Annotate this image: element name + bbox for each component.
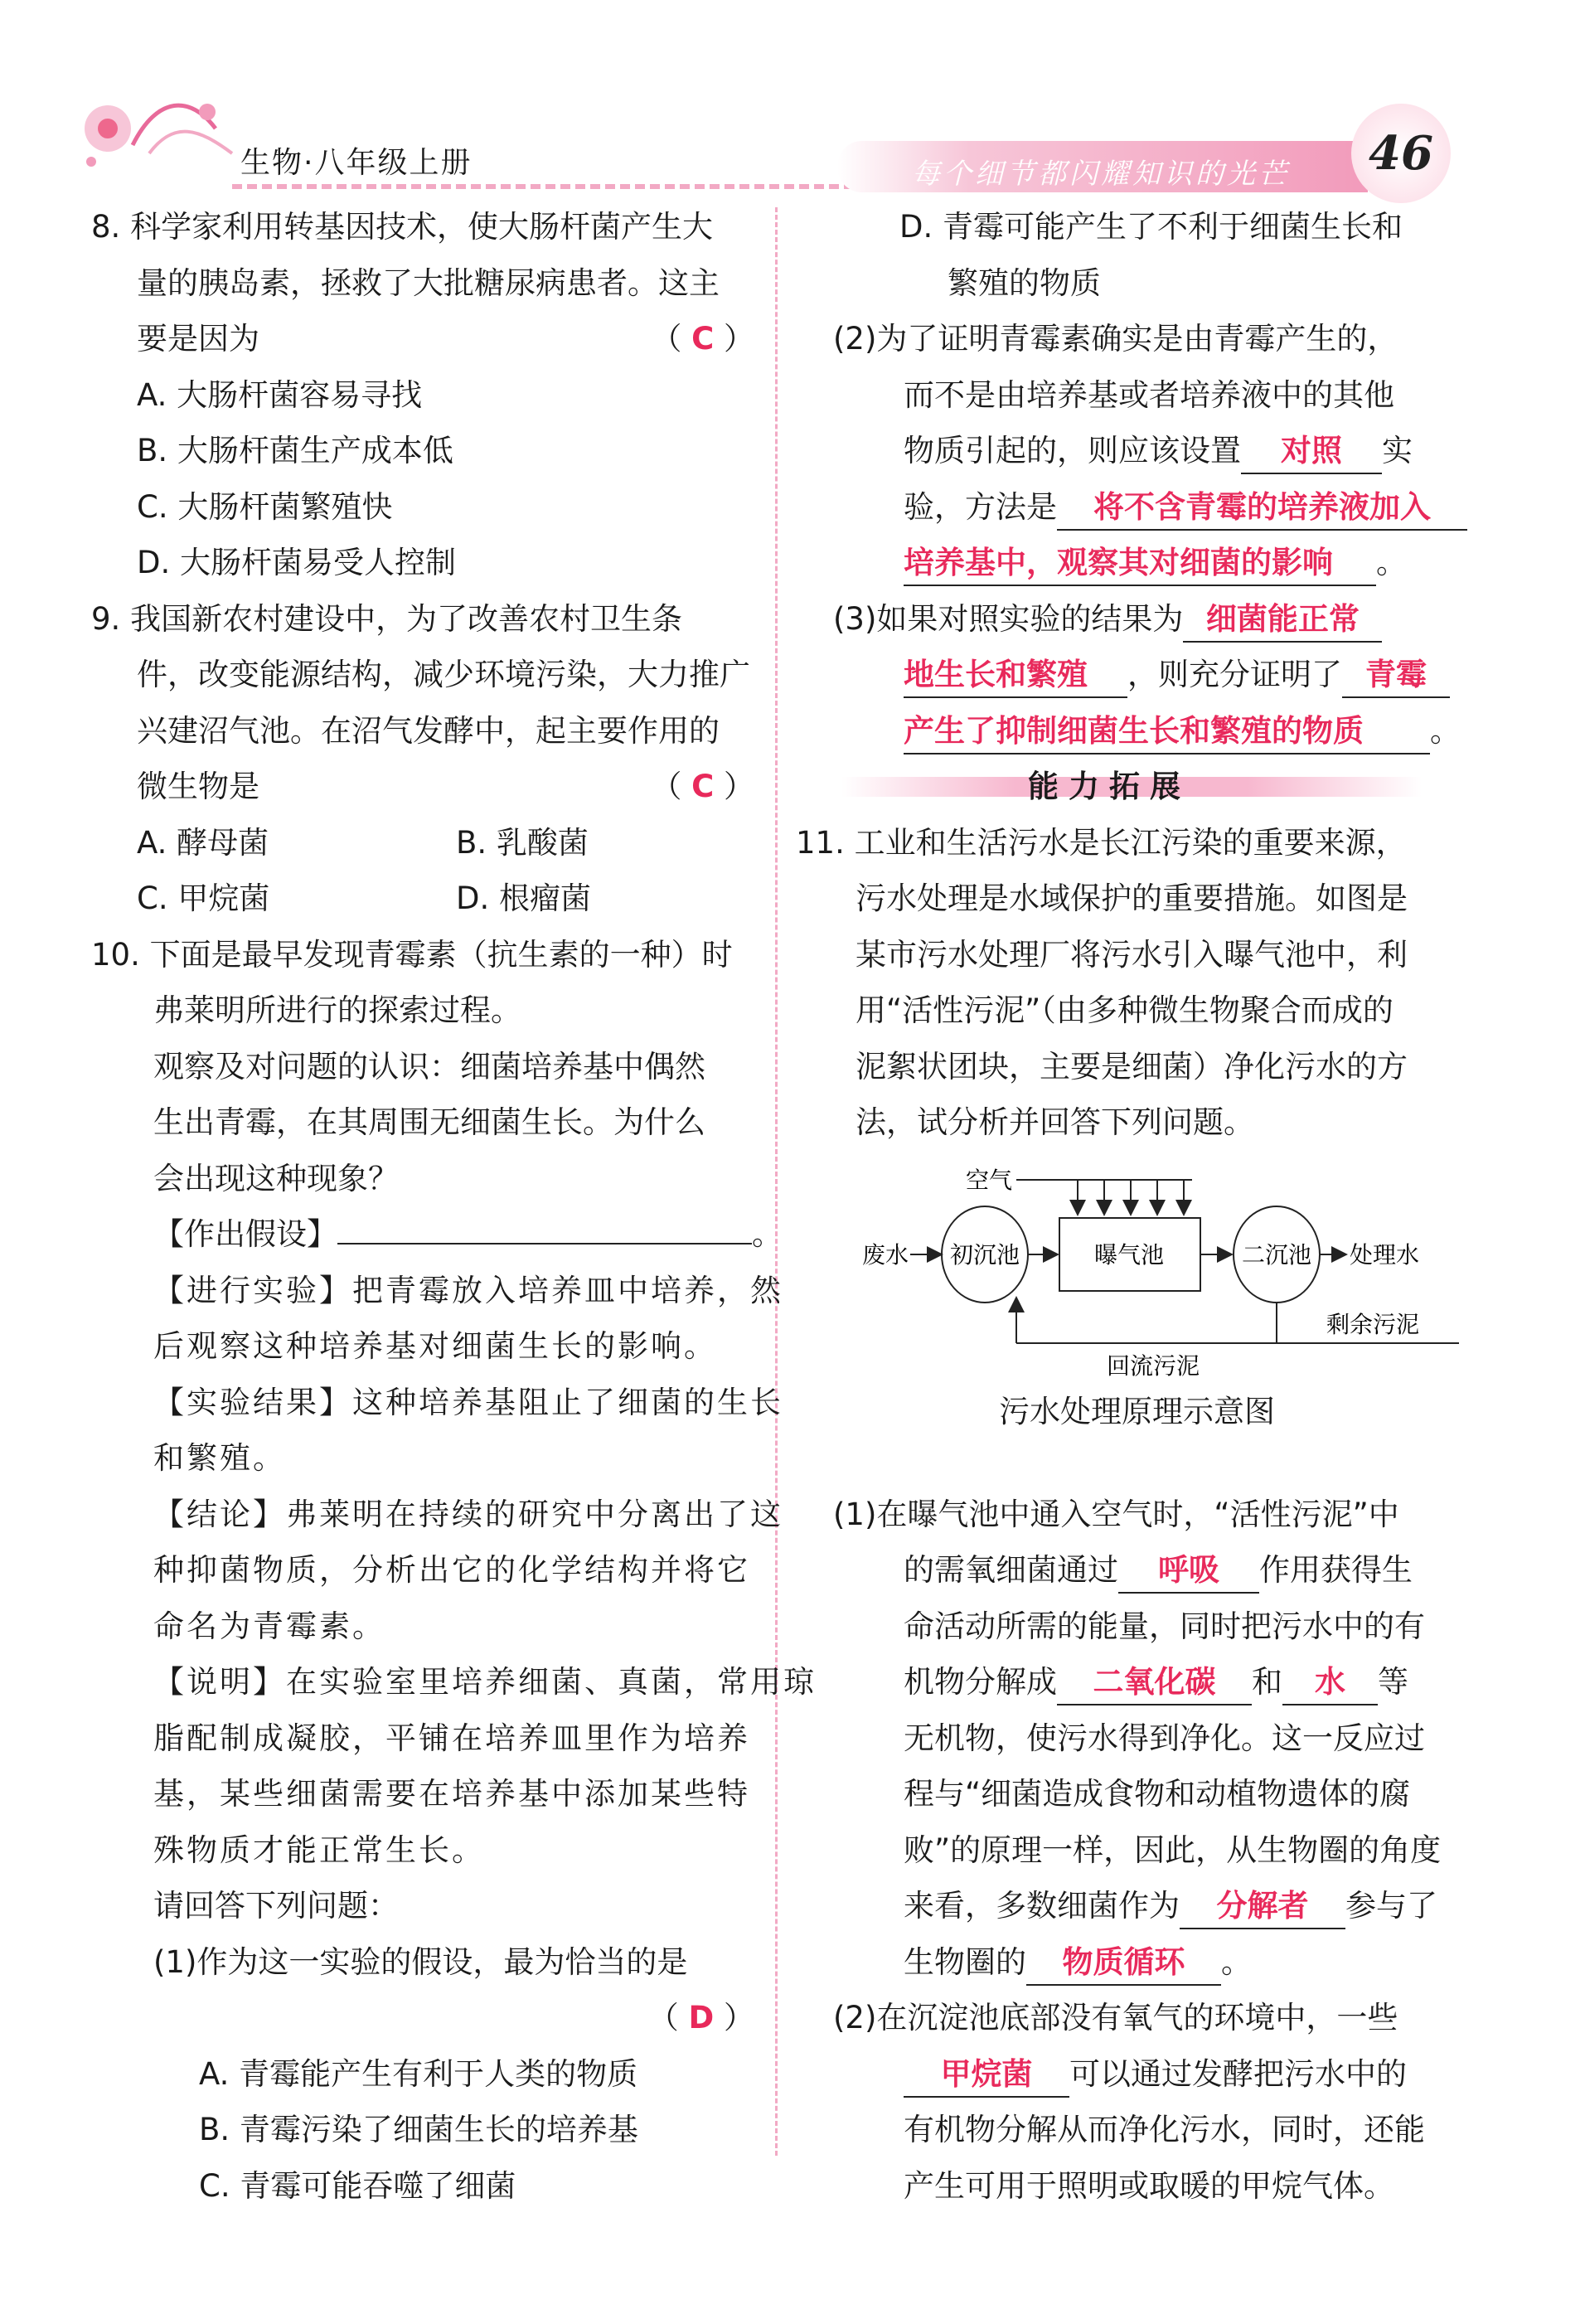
q10-sub2-text: 验，方法是 — [904, 488, 1057, 525]
q11-sub1-text: 作用获得生 — [1259, 1552, 1413, 1588]
q10-sub2 — [833, 479, 1471, 536]
q10-hypothesis — [91, 1206, 783, 1263]
q8-answer-bracket: （ C ） — [651, 321, 754, 357]
q8-stem-end: 要是因为 — [137, 321, 259, 357]
q11-sub2: 产生可用于照明或取暖的甲烷气体。 — [904, 2167, 1394, 2204]
period: 。 — [1221, 1943, 1252, 1980]
flower-ornament-icon — [75, 79, 240, 195]
q10-observe: 观察及对问题的认识：细菌培养基中偶然 — [153, 1048, 705, 1084]
q10-line: 10. 下面是最早发现青霉素（抗生素的一种）时 — [91, 936, 733, 973]
q10-experiment: 【进行实验】把青霉放入培养皿中培养，然 — [153, 1272, 783, 1308]
q8-option: A. 大肠杆菌容易寻找 — [137, 376, 423, 413]
section-heading-text: 能力拓展 — [1028, 769, 1190, 804]
q11-sub1-text: 生物圈的 — [904, 1943, 1026, 1980]
q10-option: A. 青霉能产生有利于人类的物质 — [199, 2055, 638, 2092]
q10-conclusion: 种抑菌物质，分析出它的化学结构并将它 — [153, 1552, 750, 1588]
q10-sub3-blank2-cont[interactable]: 产生了抑制细菌生长和繁殖的物质 — [904, 710, 1430, 754]
q9-option: D. 根瘤菌 — [456, 881, 592, 916]
q11-sub1 — [833, 1654, 1471, 1710]
q10-sub3 — [833, 591, 1471, 648]
q11-sub1-text: 参与了 — [1345, 1888, 1437, 1924]
q11-sub1: (1)在曝气池中通入空气时，“活性污泥”中 — [833, 1496, 1399, 1532]
left-column — [91, 199, 817, 2214]
q11-sub2-text: 可以通过发酵把污水中的 — [1069, 2055, 1407, 2092]
q10-sub3 — [833, 703, 1471, 759]
column-divider — [775, 207, 778, 2156]
label-excess-sludge: 剩余污泥 — [1326, 1311, 1420, 1338]
q11-sub1-blank5[interactable]: 物质循环 — [1026, 1941, 1221, 1986]
q10-sub1: (1)作为这一实验的假设，最为恰当的是 — [153, 1943, 688, 1980]
q10-sub3-text: ，则充分证明了 — [1127, 657, 1342, 692]
q10-sub2-text: 实 — [1382, 433, 1413, 468]
hypothesis-blank[interactable] — [337, 1243, 752, 1244]
q10-sub2-blank1[interactable]: 对照 — [1241, 429, 1382, 474]
q9-answer: C — [691, 769, 715, 804]
diagram-caption: 污水处理原理示意图 — [999, 1394, 1275, 1429]
q11-sub1: 程与“细菌造成食物和动植物遗体的腐 — [904, 1776, 1411, 1812]
q11-sub1-blank3[interactable]: 水 — [1282, 1661, 1378, 1705]
q11-sub1-text: 等 — [1378, 1664, 1408, 1700]
q9-option: B. 乳酸菌 — [456, 824, 589, 861]
q10-conclusion: 命名为青霉素。 — [153, 1608, 385, 1644]
q8-option: B. 大肠杆菌生产成本低 — [137, 433, 453, 468]
q8-option: C. 大肠杆菌繁殖快 — [137, 488, 393, 525]
q11-line: 某市污水处理厂将污水引入曝气池中，利 — [856, 936, 1408, 973]
q11-sub1-text: 机物分解成 — [904, 1664, 1057, 1700]
q10-experiment: 后观察这种培养基对细菌生长的影响。 — [153, 1328, 717, 1364]
slogan-text: 每个细节都闪耀知识的光芒 — [912, 158, 1290, 191]
q11-line: 11. 工业和生活污水是长江污染的重要来源， — [796, 824, 1407, 861]
q11-line: 法，试分析并回答下列问题。 — [856, 1104, 1254, 1140]
subject-title: 生物·八年级上册 — [240, 146, 473, 180]
q11-sub1-blank1[interactable]: 呼吸 — [1118, 1549, 1259, 1594]
label-air: 空气 — [966, 1167, 1013, 1194]
q11-sub1-text: 和 — [1252, 1664, 1282, 1700]
q10-note: 【说明】在实验室里培养细菌、真菌，常用琼 — [153, 1664, 817, 1700]
label-waste-water: 废水 — [862, 1241, 909, 1269]
q10-sub1-answer-row — [91, 1990, 754, 2046]
q10-conclusion: 【结论】弗莱明在持续的研究中分离出了这 — [153, 1496, 783, 1532]
hypothesis-period: 。 — [752, 1216, 783, 1252]
q10-prompt: 请回答下列问题： — [153, 1888, 399, 1924]
q10-note: 基，某些细菌需要在培养基中添加某些特 — [153, 1776, 750, 1812]
q10-note: 脂配制成凝胶，平铺在培养皿里作为培养 — [153, 1720, 750, 1756]
q10-sub2: (2)为了证明青霉素确实是由青霉产生的， — [833, 321, 1398, 357]
q10-sub2-text: 物质引起的，则应该设置 — [904, 433, 1241, 468]
q11-sub2 — [833, 2046, 1471, 2103]
q8-answer: C — [691, 321, 715, 357]
q8-line: 8. 科学家利用转基因技术，使大肠杆菌产生大 — [91, 209, 714, 245]
sewage-treatment-diagram — [862, 1157, 1459, 1389]
q8-option: D. 大肠杆菌易受人控制 — [137, 545, 457, 580]
q10-sub3-blank1-cont[interactable]: 地生长和繁殖 — [904, 653, 1127, 698]
q10-sub2-blank2-cont[interactable]: 培养基中，观察其对细菌的影响 — [904, 541, 1376, 586]
q9-options-row — [91, 871, 754, 927]
label-treated-water: 处理水 — [1350, 1241, 1420, 1269]
q9-options-row — [91, 815, 754, 871]
q11-sub2: (2)在沉淀池底部没有氧气的环境中，一些 — [833, 2000, 1398, 2035]
q11-sub1 — [833, 1934, 1471, 1991]
q9-stem-end: 微生物是 — [137, 769, 259, 804]
q10-sub3-text: (3)如果对照实验的结果为 — [833, 600, 1184, 637]
q11-sub1 — [833, 1542, 1471, 1599]
q10-sub3-blank1[interactable]: 细菌能正常 — [1183, 598, 1382, 643]
q8-line — [91, 311, 754, 367]
q10-sub2-blank2[interactable]: 将不含青霉的培养液加入 — [1057, 486, 1467, 531]
section-heading — [833, 759, 1471, 815]
q11-sub2: 有机物分解从而净化污水，同时，还能 — [904, 2112, 1425, 2147]
q10-option-d: 繁殖的物质 — [948, 264, 1101, 301]
q11-line: 污水处理是水域保护的重要措施。如图是 — [856, 881, 1408, 916]
q10-note: 殊物质才能正常生长。 — [153, 1832, 485, 1868]
q10-sub2: 而不是由培养基或者培养液中的其他 — [904, 376, 1394, 413]
q11-sub2-blank[interactable]: 甲烷菌 — [904, 2053, 1069, 2098]
q10-sub1-answer: D — [688, 2000, 715, 2035]
label-secondary-tank: 二沉池 — [1242, 1241, 1312, 1269]
q11-sub1-blank2[interactable]: 二氧化碳 — [1057, 1661, 1252, 1705]
q9-line — [91, 759, 754, 815]
q11-sub1: 命活动所需的能量，同时把污水中的有 — [904, 1608, 1425, 1644]
period: 。 — [1376, 545, 1407, 580]
q10-sub1-bracket: （ D ） — [647, 2000, 754, 2035]
q11-sub1-text: 来看，多数细菌作为 — [904, 1888, 1180, 1924]
label-primary-tank: 初沉池 — [950, 1241, 1020, 1269]
q10-option: C. 青霉可能吞噬了细菌 — [199, 2167, 516, 2204]
q9-line: 9. 我国新农村建设中，为了改善农村卫生条 — [91, 600, 683, 637]
q9-option: C. 甲烷菌 — [137, 881, 270, 916]
q9-option: A. 酵母菌 — [137, 824, 269, 861]
q10-result: 和繁殖。 — [153, 1440, 286, 1476]
q9-line: 兴建沼气池。在沼气发酵中，起主要作用的 — [137, 712, 720, 749]
q10-sub2 — [833, 423, 1471, 479]
q11-line: 泥絮状团块，主要是细菌）净化污水的方 — [856, 1048, 1408, 1084]
q11-sub1-blank4[interactable]: 分解者 — [1180, 1885, 1345, 1929]
q10-line: 弗莱明所进行的探索过程。 — [153, 992, 521, 1028]
label-return-sludge: 回流污泥 — [1107, 1352, 1200, 1380]
q10-option: B. 青霉污染了细菌生长的培养基 — [199, 2112, 638, 2147]
page-header — [0, 0, 1585, 199]
q10-observe: 会出现这种现象？ — [153, 1160, 399, 1196]
q10-sub3 — [833, 647, 1471, 703]
q10-observe: 生出青霉，在其周围无细菌生长。为什么 — [153, 1104, 705, 1140]
q10-result: 【实验结果】这种培养基阻止了细菌的生长 — [153, 1384, 783, 1420]
q11-sub1-text: 的需氧细菌通过 — [904, 1552, 1118, 1588]
q11-sub1: 无机物，使污水得到净化。这一反应过 — [904, 1720, 1425, 1756]
q11-sub1 — [833, 1878, 1471, 1934]
page-number: 46 — [1351, 104, 1451, 203]
q9-answer-bracket: （ C ） — [651, 769, 754, 804]
hypothesis-label: 【作出假设】 — [153, 1216, 337, 1252]
period: 。 — [1430, 712, 1461, 749]
q11-sub1: 败”的原理一样，因此，从生物圈的角度 — [904, 1832, 1442, 1868]
q10-sub2 — [833, 535, 1471, 591]
q10-option-d: D. 青霉可能产生了不利于细菌生长和 — [899, 209, 1403, 245]
q8-line: 量的胰岛素，拯救了大批糖尿病患者。这主 — [137, 264, 720, 301]
q9-line: 件，改变能源结构，减少环境污染，大力推广 — [137, 657, 750, 692]
q11-line: 用“活性污泥”（由多种微生物聚合而成的 — [856, 992, 1394, 1028]
q10-sub3-blank2[interactable]: 青霉 — [1342, 653, 1450, 698]
label-aeration-tank: 曝气池 — [1094, 1241, 1165, 1269]
